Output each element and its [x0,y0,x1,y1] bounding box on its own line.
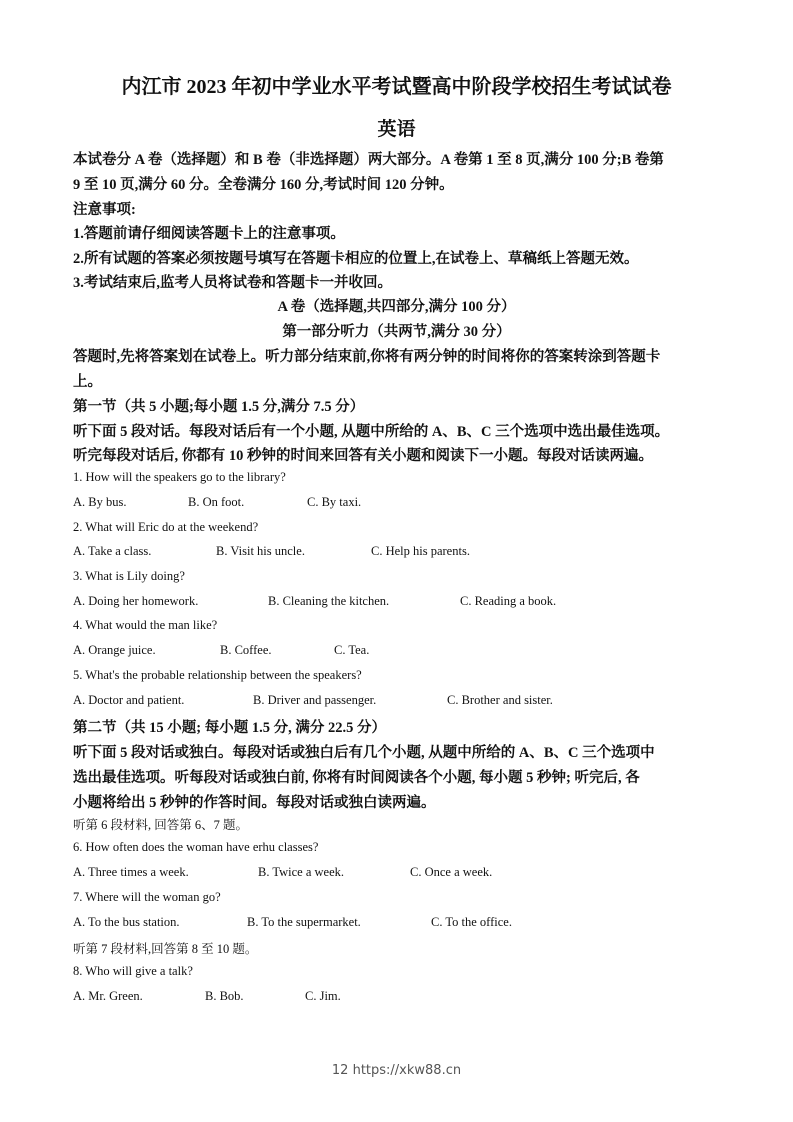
question-8-options [73,989,753,1007]
question-3-options [73,594,753,612]
question-8: 8. Who will give a talk? [73,964,193,978]
question-3: 3. What is Lily doing? [73,569,185,583]
option-a: A. To the bus station. [73,915,180,929]
question-1: 1. How will the speakers go to the library? [73,470,286,484]
note-item-3: 3.考试结束后,监考人员将试卷和答题卡一并收回。 [73,275,392,291]
option-a: A. By bus. [73,495,127,509]
question-4: 4. What would the man like? [73,618,218,632]
material-6-label: 听第 6 段材料, 回答第 6、7 题。 [73,818,249,832]
option-c: C. Help his parents. [371,544,470,558]
question-1-options [73,495,753,513]
option-c: C. Reading a book. [460,594,557,608]
option-c: C. Tea. [334,643,370,657]
question-2: 2. What will Eric do at the weekend? [73,520,259,534]
part1-instruction-1: 答题时,先将答案划在试卷上。听力部分结束前,你将有两分钟的时间将你的答案转涂到答题卡 [73,349,661,365]
option-c: C. To the office. [431,915,512,929]
section2-instruction-3: 小题将给出 5 秒钟的作答时间。每段对话或独白读两遍。 [73,795,436,811]
question-2-options [73,544,753,562]
option-b: B. Twice a week. [258,865,345,879]
option-a: A. Take a class. [73,544,152,558]
option-b: B. To the supermarket. [247,915,361,929]
section2-instruction-1: 听下面 5 段对话或独白。每段对话或独白后有几个小题, 从题中所给的 A、B、C 三个选项中 [73,745,655,761]
section2-heading: 第二节（共 15 小题; 每小题 1.5 分, 满分 22.5 分） [73,720,386,736]
notes-heading: 注意事项: [73,202,136,218]
option-a: A. Three times a week. [73,865,189,879]
option-a: A. Doctor and patient. [73,693,185,707]
option-b: B. Bob. [205,989,244,1003]
section2-instruction-2: 选出最佳选项。听每段对话或独白前, 你将有时间阅读各个小题, 每小题 5 秒钟; 听完后, 各 [73,770,640,786]
option-b: B. On foot. [188,495,245,509]
section1-instruction-1: 听下面 5 段对话。每段对话后有一个小题, 从题中所给的 A、B、C 三个选项中选出最佳选项。 [73,424,670,440]
option-b: B. Cleaning the kitchen. [268,594,390,608]
question-6-options [73,865,753,883]
question-7-options [73,915,753,933]
intro-line-1: 本试卷分 A 卷（选择题）和 B 卷（非选择题）两大部分。A 卷第 1 至 8 页,满分 100 分;B 卷第 [73,152,664,168]
option-b: B. Coffee. [220,643,272,657]
section1-heading: 第一节（共 5 小题;每小题 1.5 分,满分 7.5 分） [73,399,365,415]
option-a: A. Doing her homework. [73,594,199,608]
option-a: A. Mr. Green. [73,989,143,1003]
part1-title: 第一部分听力（共两节,满分 30 分） [282,324,511,340]
option-c: C. Once a week. [410,865,493,879]
exam-title: 内江市 2023 年初中学业水平考试暨高中阶段学校招生考试试卷 [121,76,672,98]
option-a: A. Orange juice. [73,643,156,657]
note-item-1: 1.答题前请仔细阅读答题卡上的注意事项。 [73,226,345,242]
material-7-label: 听第 7 段材料,回答第 8 至 10 题。 [73,942,258,956]
option-c: C. Jim. [305,989,341,1003]
intro-line-2: 9 至 10 页,满分 60 分。全卷满分 160 分,考试时间 120 分钟。 [73,177,454,193]
part1-instruction-2: 上。 [73,374,102,390]
option-c: C. By taxi. [307,495,362,509]
option-b: B. Driver and passenger. [253,693,377,707]
subject-title: 英语 [377,119,416,140]
question-5-options [73,693,753,711]
question-7: 7. Where will the woman go? [73,890,221,904]
question-6: 6. How often does the woman have erhu classes? [73,840,319,854]
section1-instruction-2: 听完每段对话后, 你都有 10 秒钟的时间来回答有关小题和阅读下一小题。每段对话读两遍。 [73,448,653,464]
question-4-options [73,643,753,661]
page-footer: 12 https://xkw88.cn [331,1063,462,1078]
volume-a-title: A 卷（选择题,共四部分,满分 100 分） [277,299,516,315]
option-b: B. Visit his uncle. [216,544,305,558]
option-c: C. Brother and sister. [447,693,553,707]
note-item-2: 2.所有试题的答案必须按题号填写在答题卡相应的位置上,在试卷上、草稿纸上答题无效。 [73,251,639,267]
question-5: 5. What's the probable relationship between the speakers? [73,668,362,682]
